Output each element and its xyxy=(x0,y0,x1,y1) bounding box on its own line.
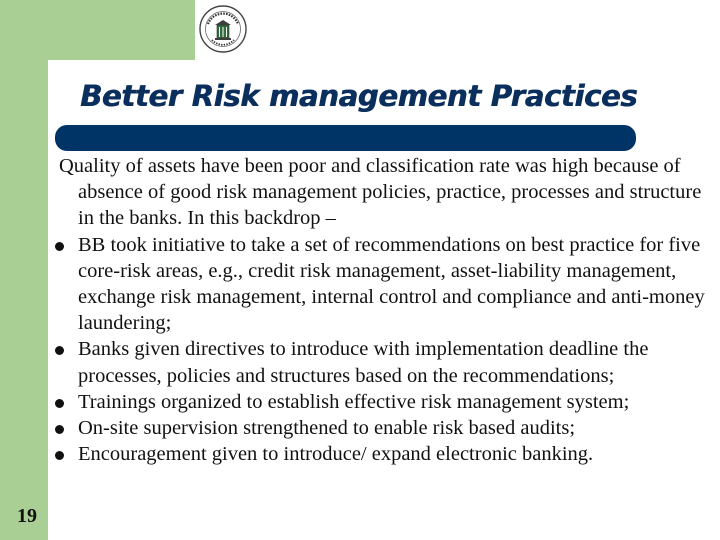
bank-emblem-icon xyxy=(198,4,248,54)
bullet-dot-icon xyxy=(55,425,64,434)
bullet-item xyxy=(59,441,719,467)
bullet-list xyxy=(59,232,719,468)
bullet-item xyxy=(59,336,719,388)
side-accent-band xyxy=(0,0,48,540)
bullet-item xyxy=(59,389,719,415)
bullet-text: Trainings organized to establish effective risk management system; xyxy=(78,390,630,413)
slide-body xyxy=(59,153,719,467)
bullet-text: Encouragement given to introduce/ expand electronic banking. xyxy=(78,443,594,466)
bullet-dot-icon xyxy=(55,242,64,251)
bullet-item xyxy=(59,415,719,441)
slide-title: Better Risk management Practices xyxy=(80,79,638,113)
bullet-dot-icon xyxy=(55,399,64,408)
title-underline-bar xyxy=(55,125,636,151)
bullet-text: BB took initiative to take a set of recommendations on best practice for five core-risk areas, e.g., credit risk management, asset-liability management, exchange risk management, internal control and compliance and anti-money laundering; xyxy=(78,233,705,335)
bullet-item xyxy=(59,232,719,337)
bullet-dot-icon xyxy=(55,451,64,460)
bullet-dot-icon xyxy=(55,346,64,355)
slide-number: 19 xyxy=(17,505,37,527)
bullet-text: Banks given directives to introduce with implementation deadline the processes, policies and structures based on the recommendations; xyxy=(78,338,649,387)
intro-paragraph: Quality of assets have been poor and classification rate was high because of absence of good risk management policies, practice, processes and structure in the banks. In this backdrop – xyxy=(59,155,702,230)
bullet-text: On-site supervision strengthened to enable risk based audits; xyxy=(78,417,576,440)
